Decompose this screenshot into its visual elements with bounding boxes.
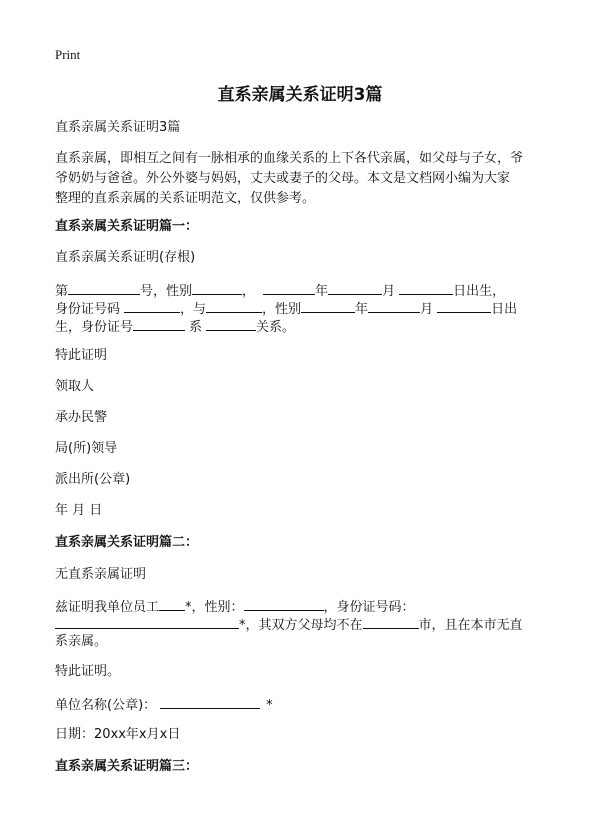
- document-subtitle: 直系亲属关系证明3篇: [55, 120, 181, 135]
- blank-field[interactable]: [437, 298, 491, 313]
- form-text: 市，且在本市无直: [418, 618, 523, 633]
- form-text: ，性别: [262, 302, 302, 317]
- receiver-label: 领取人: [55, 379, 95, 394]
- form-text: 兹证明我单位员工: [55, 600, 160, 615]
- unit-name-line: [55, 694, 273, 716]
- blank-field[interactable]: [263, 280, 315, 295]
- document-title: 直系亲属关系证明3篇: [217, 85, 383, 105]
- officer-label: 承办民警: [55, 410, 108, 425]
- blank-field[interactable]: [206, 316, 256, 331]
- form-text: ，与: [180, 302, 207, 317]
- form-text: *，性别：: [185, 600, 244, 615]
- cert-text: 特此证明: [55, 348, 108, 363]
- section1-heading: 直系亲属关系证明篇一：: [55, 219, 199, 234]
- section2-cert: 特此证明。: [55, 664, 121, 679]
- unit-name-label: 单位名称(公章)：: [55, 698, 157, 713]
- form-line-3: [55, 316, 295, 338]
- blank-field[interactable]: [206, 298, 262, 313]
- form-text: 关系。: [256, 320, 296, 335]
- section2-para-line-3: 系亲属。: [55, 634, 108, 649]
- section2-subheading: 无直系亲属证明: [55, 567, 147, 582]
- form-text: 系: [189, 320, 203, 335]
- date-line: 年 月 日: [55, 503, 103, 518]
- blank-field[interactable]: [159, 596, 185, 611]
- section3-heading: 直系亲属关系证明篇三：: [55, 759, 199, 774]
- section2-date: 日期：20xx年x月x日: [55, 727, 181, 742]
- form-text: 生，身份证号: [55, 320, 134, 335]
- blank-field[interactable]: [363, 614, 419, 629]
- section1-stub: 直系亲属关系证明(存根): [55, 250, 196, 265]
- form-text: 身份证号码: [55, 302, 121, 317]
- blank-field[interactable]: [244, 596, 324, 611]
- form-text: 月: [382, 284, 396, 299]
- print-label[interactable]: Print: [55, 47, 81, 62]
- blank-field[interactable]: [133, 316, 185, 331]
- form-text: 年: [315, 284, 329, 299]
- blank-field[interactable]: [192, 280, 242, 295]
- form-text: 年: [355, 302, 369, 317]
- form-text: *，其双方父母均不在: [239, 618, 363, 633]
- leader-label: 局(所)领导: [55, 441, 118, 456]
- section2-para-line-2: [55, 614, 523, 636]
- form-text: 日出生，: [453, 284, 506, 299]
- station-label: 派出所(公章): [55, 472, 131, 487]
- form-text: 号，性别: [140, 284, 193, 299]
- intro-line-2: 爷奶奶与爸爸。外公外婆与妈妈，丈夫或妻子的父母。本文是文档网小编为大家: [55, 171, 511, 186]
- form-text: ，: [242, 284, 256, 299]
- blank-field[interactable]: [328, 280, 382, 295]
- intro-line-3: 整理的直系亲属的关系证明范文，仅供参考。: [55, 191, 316, 206]
- section2-heading: 直系亲属关系证明篇二：: [55, 535, 199, 550]
- unit-star: *: [266, 698, 273, 713]
- blank-field[interactable]: [301, 298, 355, 313]
- intro-line-1: 直系亲属，即相互之间有一脉相承的血缘关系的上下各代亲属，如父母与子女，爷: [55, 151, 524, 166]
- blank-field[interactable]: [68, 280, 140, 295]
- blank-field[interactable]: [399, 280, 453, 295]
- blank-field[interactable]: [160, 694, 260, 709]
- form-text: ，身份证号码：: [323, 600, 415, 615]
- form-text: 第: [55, 284, 69, 299]
- blank-field[interactable]: [124, 298, 180, 313]
- blank-field[interactable]: [55, 614, 239, 629]
- form-text: 月: [420, 302, 434, 317]
- blank-field[interactable]: [368, 298, 420, 313]
- form-text: 日出: [491, 302, 518, 317]
